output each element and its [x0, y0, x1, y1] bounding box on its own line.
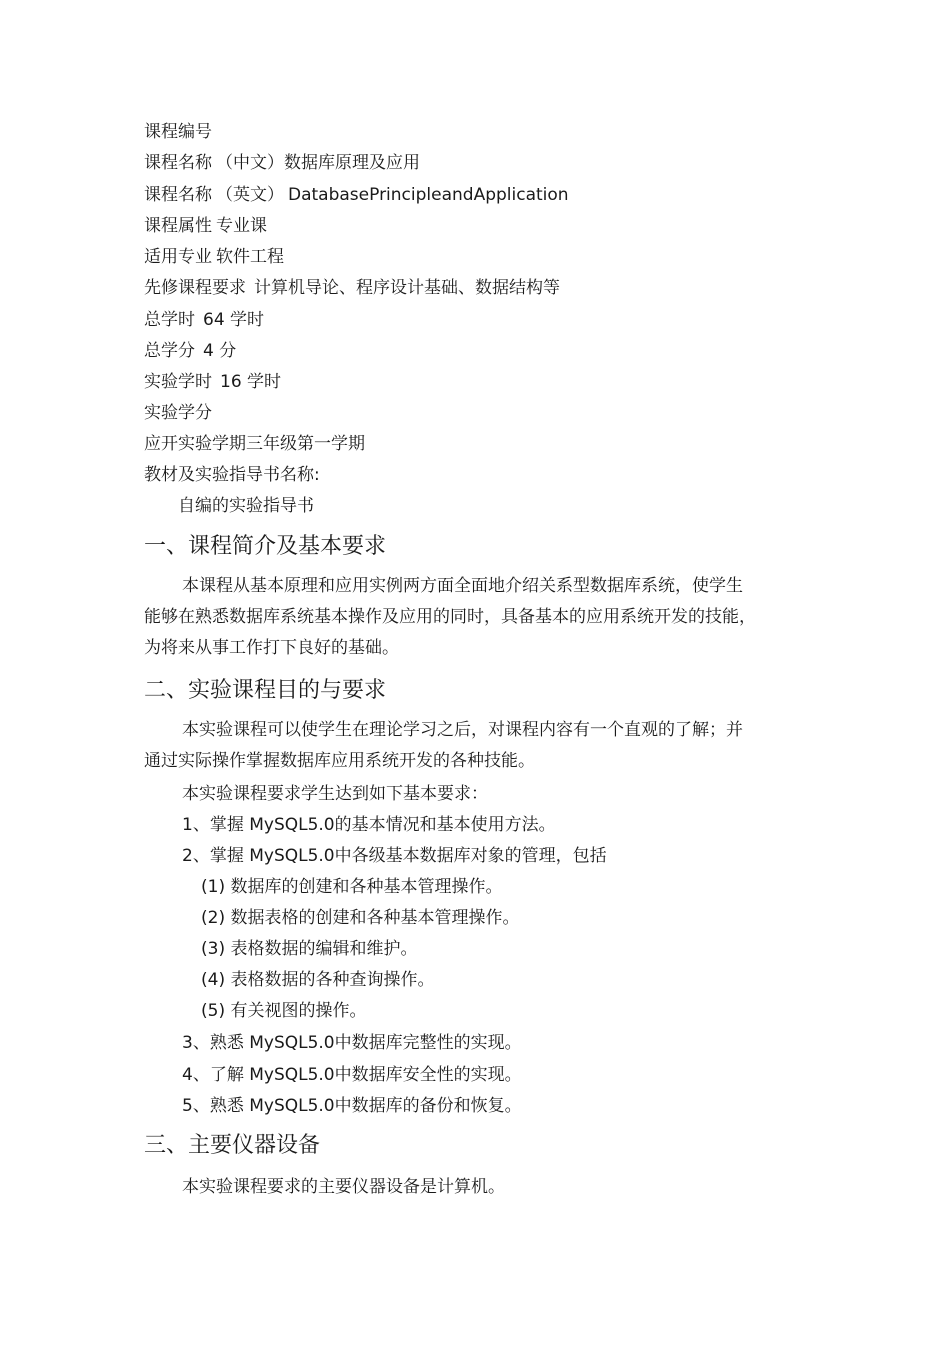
total-hours-label: 总学时: [144, 310, 195, 330]
lab-credits-label: 实验学分: [144, 403, 212, 423]
course-code-label: 课程编号: [144, 122, 212, 142]
section-2-heading: 二、实验课程目的与要求: [144, 678, 387, 703]
requirement-item-5: 5、熟悉 MySQL5.0中数据库的备份和恢复。: [182, 1096, 522, 1116]
requirement-subitem-1: (1) 数据库的创建和各种基本管理操作。: [201, 877, 503, 897]
requirement-subitem-5: (5) 有关视图的操作。: [201, 1001, 367, 1021]
total-hours-line: [144, 309, 264, 331]
prereq-label: 先修课程要求: [144, 278, 246, 298]
textbook-label: 教材及实验指导书名称:: [144, 465, 320, 485]
course-attribute-line: [144, 215, 267, 237]
course-name-en-prefix: （英文）: [216, 185, 284, 205]
requirement-subitem-4: (4) 表格数据的各种查询操作。: [201, 970, 435, 990]
section-3-paragraph: 本实验课程要求的主要仪器设备是计算机。: [182, 1177, 505, 1197]
course-name-en-label: 课程名称: [144, 185, 212, 205]
section-2-intro: 本实验课程要求学生达到如下基本要求：: [182, 784, 488, 804]
lab-hours-label: 实验学时: [144, 372, 212, 392]
total-credits-line: [144, 340, 236, 362]
semester-label: 应开实验学期: [144, 434, 246, 454]
major-label: 适用专业: [144, 247, 212, 267]
semester-value: 三年级第一学期: [246, 434, 365, 454]
total-credits-value: 4 分: [203, 341, 237, 361]
course-attribute-label: 课程属性: [144, 216, 212, 236]
lab-credits-line: [144, 402, 212, 424]
course-attribute-value: 专业课: [216, 216, 267, 236]
course-name-cn-line: [144, 152, 420, 174]
course-name-cn-label: 课程名称: [144, 153, 212, 173]
total-credits-label: 总学分: [144, 341, 195, 361]
prereq-line: [144, 277, 560, 299]
major-value: 软件工程: [216, 247, 284, 267]
course-code-line: [144, 121, 212, 143]
lab-hours-value: 16 学时: [220, 372, 282, 392]
major-line: [144, 246, 284, 268]
requirement-item-1: 1、掌握 MySQL5.0的基本情况和基本使用方法。: [182, 815, 556, 835]
requirement-item-4: 4、了解 MySQL5.0中数据库安全性的实现。: [182, 1065, 522, 1085]
course-name-cn-prefix: （中文）: [216, 153, 284, 173]
lab-hours-line: [144, 371, 281, 393]
section-1-heading: 一、课程简介及基本要求: [144, 534, 387, 559]
course-name-en-line: [144, 184, 569, 206]
requirement-subitem-3: (3) 表格数据的编辑和维护。: [201, 939, 418, 959]
requirement-item-2: 2、掌握 MySQL5.0中各级基本数据库对象的管理，包括: [182, 846, 607, 866]
semester-line: [144, 433, 365, 455]
section-1-paragraph: 本课程从基本原理和应用实例两方面全面地介绍关系型数据库系统，使学生能够在熟悉数据库系统基本操作及应用的同时，具备基本的应用系统开发的技能，为将来从事工作打下良好的基础。: [144, 576, 756, 658]
requirement-subitem-2: (2) 数据表格的创建和各种基本管理操作。: [201, 908, 520, 928]
section-3-heading: 三、主要仪器设备: [144, 1133, 321, 1158]
course-name-cn-value: 数据库原理及应用: [284, 153, 420, 173]
textbook-value: 自编的实验指导书: [178, 496, 314, 516]
requirement-item-3: 3、熟悉 MySQL5.0中数据库完整性的实现。: [182, 1033, 522, 1053]
course-name-en-value: DatabasePrincipleandApplication: [288, 185, 569, 205]
prereq-value: 计算机导论、程序设计基础、数据结构等: [254, 278, 560, 298]
total-hours-value: 64 学时: [203, 310, 265, 330]
section-2-paragraph: 本实验课程可以使学生在理论学习之后，对课程内容有一个直观的了解；并通过实际操作掌握数据库应用系统开发的各种技能。: [144, 720, 743, 771]
